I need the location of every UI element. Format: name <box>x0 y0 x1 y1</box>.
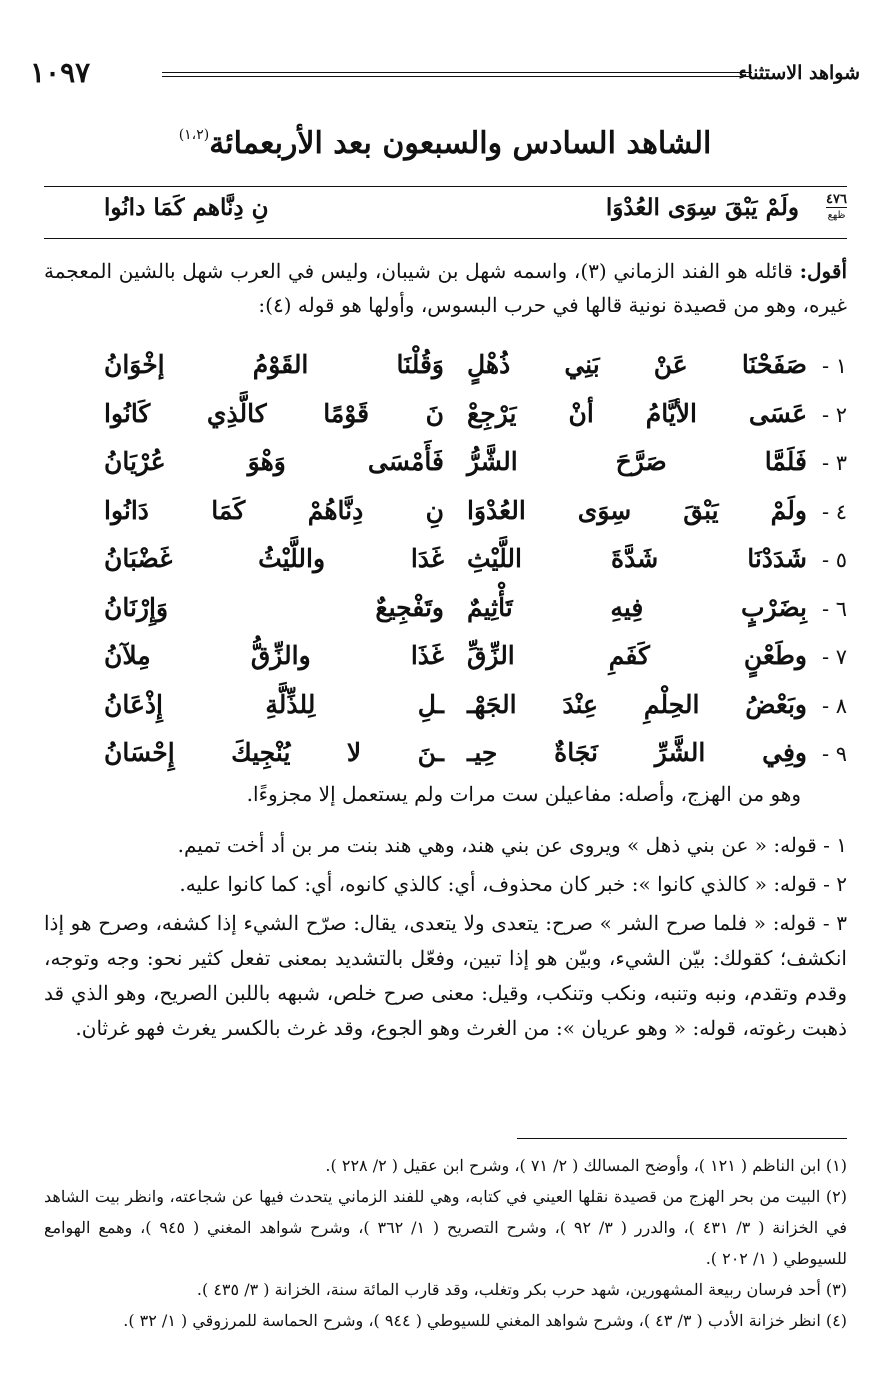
running-head <box>30 58 860 94</box>
poem-verse <box>44 639 847 688</box>
verse-hemistich-2: غَدَا واللَّيْثُ غَضْبَانُ <box>104 544 444 573</box>
verse-hemistich-1: عَسَى الأيَّامُ أنْ يَرْجِعْ <box>467 398 807 428</box>
footnote: (٤) انظر خزانة الأدب ( ٣/ ٤٣ )، وشرح شواهد المغني للسيوطي ( ٩٤٤ )، وشرح الحماسة للمرزوقي ( ١/ ٣٢ ). <box>123 1311 847 1330</box>
verse-hemistich-1: فَلَمَّا صَرَّحَ الشَّرُّ <box>467 447 807 476</box>
intro-lead: أقول: <box>799 259 848 283</box>
verse-hemistich-1: شَدَدْنَا شَدَّةَ اللَّيْثِ <box>467 544 807 573</box>
poem-verse <box>44 494 847 543</box>
verse-number: ٣ - <box>821 451 847 475</box>
verse-hemistich-2: وَقُلْنَا القَوْمُ إخْوَانُ <box>104 350 444 379</box>
verse-hemistich-1: بِضَرْبٍ فِيهِ تَأْثِيمٌ <box>467 592 807 622</box>
chapter-footnote-marks: (١،٢) <box>178 127 210 143</box>
footnote: (٢) البيت من بحر الهزج من قصيدة نقلها العيني في كتابه، وهي للفند الزماني يتحدث فيها عن شجاعته، وانظر بيت الشاهد في الخزانة ( ٣/ ٤٣١ )، والدرر ( ٣/ ٩٢ )، وشرح التصريح ( ١/ ٣٦٢ )، وشرح شواهد المغني ( ٩٤٥ )، وهمع الهوامع للسيوطي ( ١/ ٢٠٢ ). <box>44 1187 848 1268</box>
footnote-rule <box>517 1138 847 1139</box>
witness-hemistich-2: نِ دِنَّاهم كَمَا دانُوا <box>104 194 269 221</box>
verse-hemistich-2: نِ دِنَّاهُمْ كَمَا دَانُوا <box>104 495 444 525</box>
footnote: (٣) أحد فرسان ربيعة المشهورين، شهد حرب بكر وتغلب، وقد قارب المائة سنة، الخزانة ( ٣/ ٤٣٥ ). <box>196 1280 847 1299</box>
witness-hemistich-1: ولَمْ يَبْقَ سِوَى العُدْوَا <box>605 194 799 221</box>
verse-hemistich-1: صَفَحْنَا عَنْ بَنِي ذُهْلٍ <box>467 350 807 379</box>
verse-number: ١ - <box>821 354 847 378</box>
witness-rule-bottom <box>44 238 847 239</box>
verse-number: ٧ - <box>821 645 847 669</box>
poem-verse <box>44 445 847 494</box>
poem-verse <box>44 397 847 446</box>
witness-number: ٤٧٦ <box>826 192 847 207</box>
commentary-note: ١ - قوله: « عن بني ذهل » ويروى عن بني هند، وهي هند بنت مر بن أد أخت تميم. <box>177 833 847 857</box>
running-title: شواهد الاستثناء <box>738 62 860 84</box>
verse-number: ٨ - <box>821 693 847 718</box>
witness-rule-top <box>44 186 847 187</box>
verse-number: ٥ - <box>821 548 847 572</box>
verse-hemistich-2: نَ قَوْمًا كالَّذِي كَانُوا <box>104 398 444 428</box>
footnotes <box>44 1150 847 1336</box>
verse-hemistich-2: غَذَا والزِّقُّ مِلآنُ <box>104 641 444 670</box>
verse-hemistich-1: وبَعْضُ الحِلْمِ عِنْدَ الجَهْـ <box>467 689 807 719</box>
poem-verse <box>44 348 847 397</box>
verse-number: ٦ - <box>821 596 847 621</box>
verse-number: ٤ - <box>821 499 847 524</box>
commentary-note: ٢ - قوله: « كالذي كانوا »: خبر كان محذوف، أي: كالذي كانوه، أي: كما كانوا عليه. <box>179 872 847 896</box>
verse-hemistich-2: ـلِ لِلذِّلَّةِ إِذْعَانُ <box>104 689 444 719</box>
verse-hemistich-2: وتَفْجِيعٌ وَإِرْنَانُ <box>104 592 444 622</box>
commentary-note: ٣ - قوله: « فلما صرح الشر » صرح: يتعدى ولا يتعدى، يقال: صرّح الشيء إذا كشفه، وصرح هو إذا انكشف؛ كقولك: بيّن الشيء، وبيّن هو إذا تبين، وفعّل بالتشديد بمعنى تفعل كثير نحو: وجه وتوجه، وقدم وتقدم، ونبه وتنبه، ونكب وتنكب، وقيل: معنى صرح خلص، شبهه باللبن الصريح، وهو الذي قد ذهبت رغوته، قوله: « وهو عريان »: من الغرث وهو الجوع، وقد غرث بالكسر يغرث فهو غرثان. <box>44 911 847 1040</box>
footnote: (١) ابن الناظم ( ١٢١ )، وأوضح المسالك ( ٢/ ٧١ )، وشرح ابن عقيل ( ٢/ ٢٢٨ ). <box>325 1156 847 1175</box>
intro-paragraph <box>44 254 847 322</box>
intro-text: قائله هو الفند الزماني (٣)، واسمه شهل بن شيبان، وليس في العرب شهل بالشين المعجمة غيره، وهو من قصيدة نونية قالها في حرب البسوس، وأولها هو قوله (٤): <box>44 259 847 317</box>
chapter-title <box>40 126 850 161</box>
verse-number: ٩ - <box>821 742 847 766</box>
verse-hemistich-2: ـنَ لا يُنْجِيكَ إِحْسَانُ <box>104 738 444 767</box>
witness-ref: ظهع <box>826 207 847 223</box>
poem-verse <box>44 591 847 640</box>
poem-verse <box>44 542 847 591</box>
header-rule <box>162 72 752 77</box>
commentary <box>44 828 847 1050</box>
verse-hemistich-1: وفِي الشَّرِّ نَجَاةٌ حِيـ <box>467 738 807 767</box>
poem-verse <box>44 688 847 737</box>
meter-note: وهو من الهزج، وأصله: مفاعيلن ست مرات ولم يستعمل إلا مجزوءًا. <box>246 782 801 806</box>
poem-verse <box>44 736 847 785</box>
verse-hemistich-1: وطَعْنٍ كَفَمِ الزِّقِّ <box>467 641 807 670</box>
verse-hemistich-2: فَأَمْسَى وَهْوَ عُرْيَانُ <box>104 447 444 476</box>
page-number: ١٠٩٧ <box>30 56 91 89</box>
chapter-title-text: الشاهد السادس والسبعون بعد الأربعمائة <box>209 126 712 161</box>
witness-number-box <box>826 192 847 223</box>
verse-hemistich-1: ولَمْ يَبْقَ سِوَى العُدْوَا <box>467 495 807 525</box>
witness-verse <box>44 190 847 236</box>
verse-number: ٢ - <box>821 402 847 427</box>
poem <box>44 348 847 785</box>
